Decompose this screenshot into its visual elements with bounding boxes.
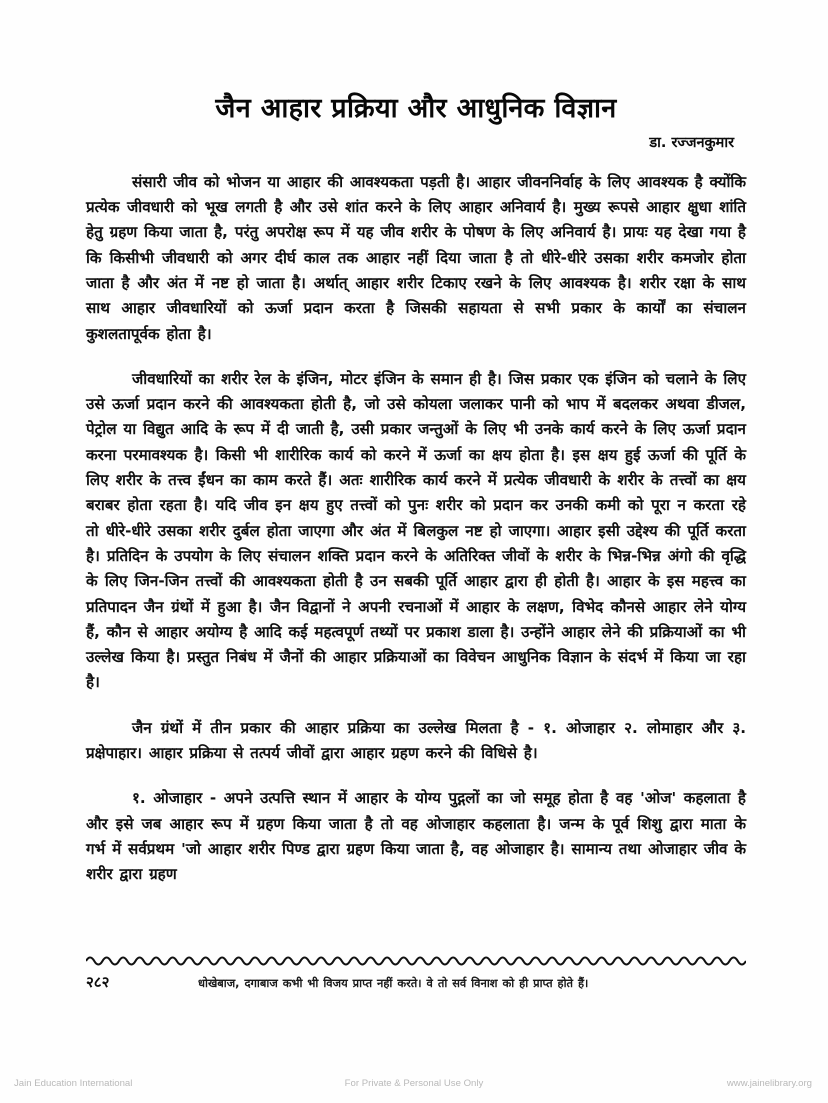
body-paragraph: संसारी जीव को भोजन या आहार की आवश्यकता पड़ती है। आहार जीवननिर्वाह के लिए आवश्यक है क्योंकि प्रत्येक जीवधारी को भूख लगती है और उसे शांत करने के लिए आहार अनिवार्य है। मुख्य रूपसे आहार क्षुधा शांति हेतु ग्रहण किया जाता है, परंतु अपरोक्ष रूप में यह जीव शरीर के पोषण के लिए अनिवार्य है। प्रायः यह देखा गया है कि किसीभी जीवधारी को अगर दीर्घ काल तक आहार नहीं दिया जाता है तो धीरे-धीरे उसका शरीर कमजोर होता जाता है और अंत में नष्ट हो जाता है। अर्थात् आहार शरीर टिकाए रखने के लिए आवश्यक है। शरीर रक्षा के साथ साथ आहार जीवधारियों को ऊर्जा प्रदान करता है जिसकी सहायता से सभी प्रकार के कार्यों का संचालन कुशलतापूर्वक होता है। bbox=[86, 172, 746, 343]
footer-row bbox=[86, 972, 746, 992]
watermark-website: www.jainelibrary.org bbox=[726, 1077, 812, 1089]
body-paragraph: जीवधारियों का शरीर रेल के इंजिन, मोटर इंजिन के समान ही है। जिस प्रकार एक इंजिन को चलाने के लिए उसे ऊर्जा प्रदान करने की आवश्यकता होती है, जो उसे कोयला जलाकर पानी को भाप में बदलकर अथवा डीजल, पेट्रोल या विद्युत आदि के रूप में दी जाती है, उसी प्रकार जन्तुओं के लिए भी उनके कार्य करने के लिए ऊर्जा प्रदान करना परमावश्यक है। किसी भी शारीरिक कार्य को करने में ऊर्जा का क्षय होता है। इस क्षय हुई ऊर्जा की पूर्ति के लिए शरीर के तत्त्व ईंधन का काम करते हैं। अतः शारीरिक कार्य करने में प्रत्येक जीवधारी के शरीर के तत्त्वों का क्षय बराबर होता रहता है। यदि जीव इन क्षय हुए तत्त्वों को पुनः शरीर को प्रदान कर उनकी कमी को पूरा न करता रहे तो धीरे-धीरे उसका शरीर दुर्बल होता जाएगा और अंत में बिलकुल नष्ट हो जाएगा। आहार इसी उद्देश्य की पूर्ति करता है। प्रतिदिन के उपयोग के लिए संचालन शक्ति प्रदान करने के अतिरिक्त जीवों के शरीर के भिन्न-भिन्न अंगो की वृद्धि के लिए जिन-जिन तत्त्वों की आवश्यकता होती है उन सबकी पूर्ति आहार द्वारा ही होती है। आहार के इस महत्त्व का प्रतिपादन जैन ग्रंथों में हुआ है। जैन विद्वानों ने अपनी रचनाओं में आहार के लक्षण, विभेद कौनसे आहार लेने योग्य हैं, कौन से आहार अयोग्य है आदि कई महत्वपूर्ण तथ्यों पर प्रकाश डाला है। उन्होंने आहार लेने की प्रक्रियाओं का भी उल्लेख किया है। प्रस्तुत निबंध में जैनों की आहार प्रक्रियाओं का विवेचन आधुनिक विज्ञान के संदर्भ में किया जा रहा है। bbox=[86, 369, 746, 692]
wavy-divider bbox=[86, 952, 746, 968]
footer-quote: धोखेबाज, दगाबाज कभी भी विजय प्राप्त नहीं करते। वे तो सर्व विनाश को ही प्राप्त होते हैं। bbox=[198, 976, 589, 990]
watermark-usage-notice: For Private & Personal Use Only bbox=[344, 1077, 484, 1089]
scan-watermark-bar bbox=[0, 1070, 828, 1096]
page-number: २८२ bbox=[86, 973, 110, 991]
body-paragraph: जैन ग्रंथों में तीन प्रकार की आहार प्रक्रिया का उल्लेख मिलता है - १. ओजाहार २. लोमाहार और ३. प्रक्षेपाहार। आहार प्रक्रिया से तत्पर्य जीवों द्वारा आहार ग्रहण करने की विधिसे है। bbox=[86, 718, 746, 762]
body-paragraph: १. ओजाहार - अपने उत्पत्ति स्थान में आहार के योग्य पुद्गलों का जो समूह होता है वह 'ओज' कहलाता है और इसे जब आहार रूप में ग्रहण किया जाता है तो वह ओजाहार कहलाता है। जन्म के पूर्व शिशु द्वारा माता के गर्भ में सर्वप्रथम 'जो आहार शरीर पिण्ड द्वारा ग्रहण किया जाता है, वह ओजाहार है। सामान्य तथा ओजाहार जीव के शरीर द्वारा ग्रहण bbox=[86, 789, 746, 884]
page-content bbox=[86, 92, 746, 887]
watermark-organization: Jain Education International bbox=[14, 1077, 133, 1089]
author-byline: डा. रज्जनकुमार bbox=[649, 134, 734, 151]
page-title: जैन आहार प्रक्रिया और आधुनिक विज्ञान bbox=[215, 93, 617, 124]
